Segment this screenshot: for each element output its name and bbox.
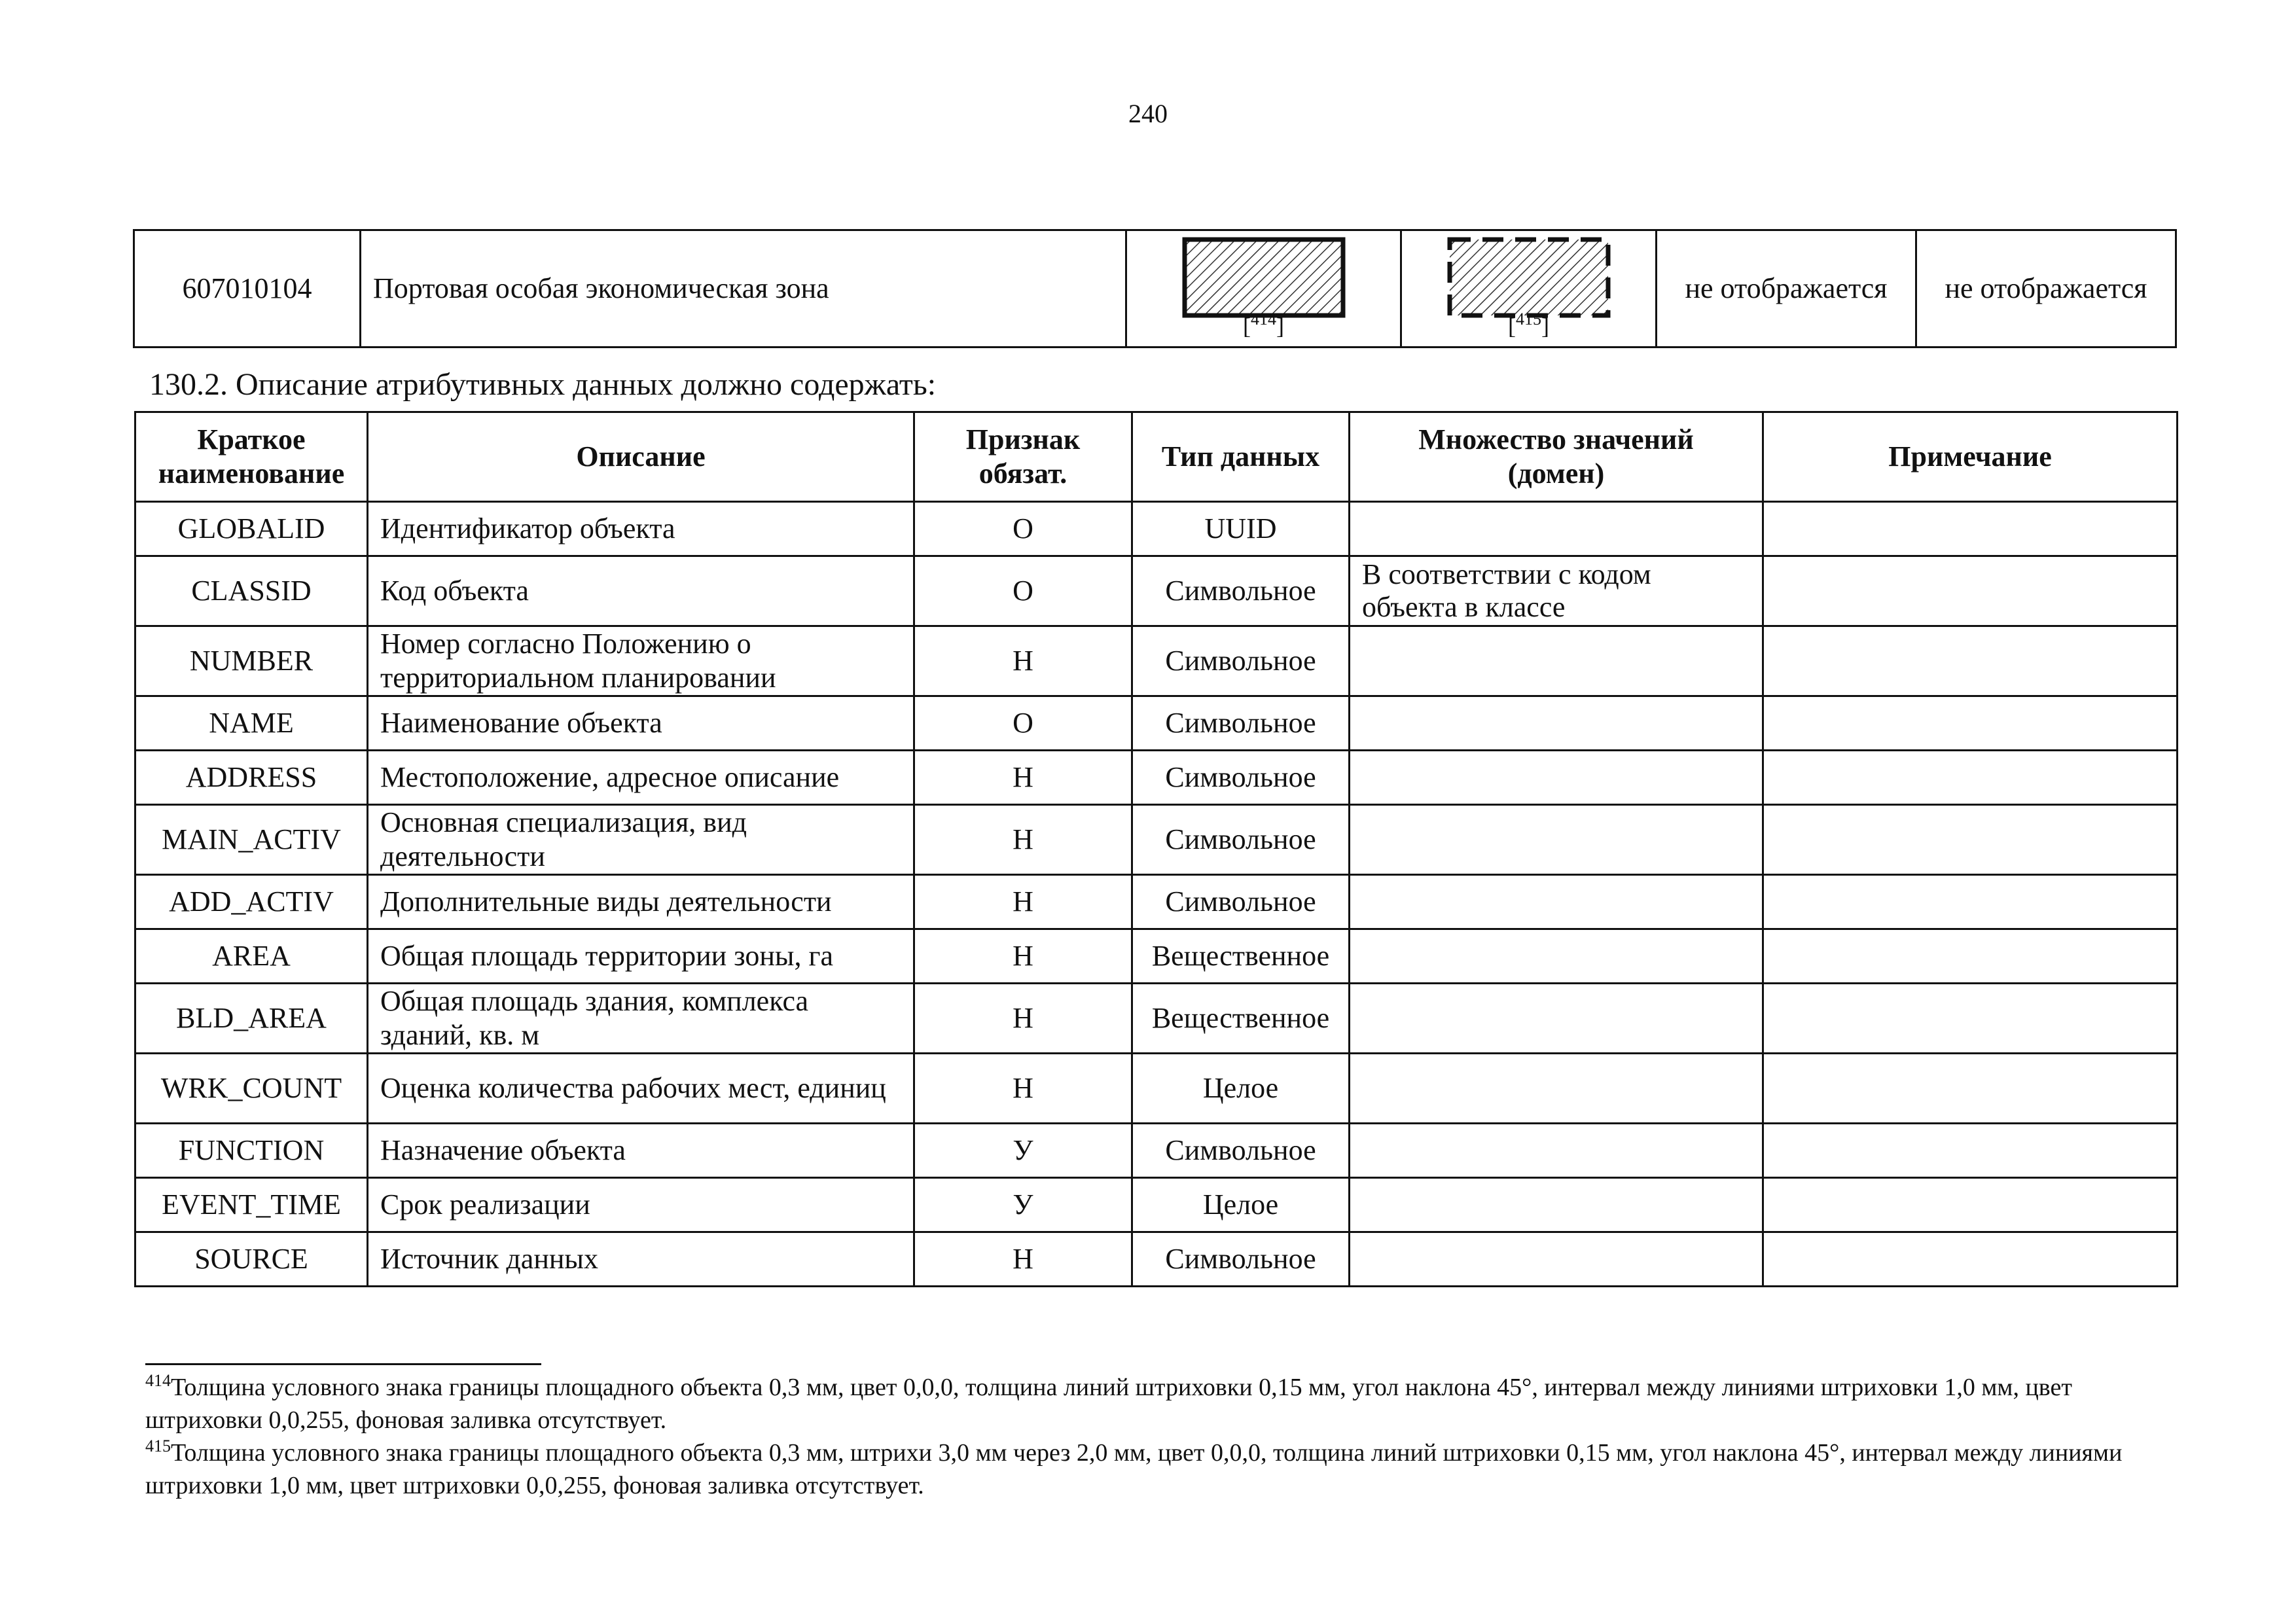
cell-mandatory: Н: [914, 1054, 1132, 1124]
cell-data-type: Символьное: [1132, 1124, 1350, 1178]
header-mandatory: Признак обязат.: [914, 412, 1132, 502]
table-row: [135, 696, 2178, 751]
cell-note: [1763, 805, 2178, 875]
cell-description: Назначение объекта: [368, 1124, 914, 1178]
cell-note: [1763, 556, 2178, 626]
object-name: Портовая особая экономическая зона: [361, 230, 1126, 348]
display-status-1: не отображается: [1657, 230, 1916, 348]
cell-mandatory: О: [914, 696, 1132, 751]
footnotes: [145, 1371, 2155, 1502]
cell-domain: [1350, 696, 1763, 751]
cell-description: Источник данных: [368, 1232, 914, 1287]
cell-short-name: EVENT_TIME: [135, 1178, 368, 1232]
cell-short-name: ADDRESS: [135, 751, 368, 805]
cell-mandatory: Н: [914, 805, 1132, 875]
cell-note: [1763, 1232, 2178, 1287]
cell-data-type: Символьное: [1132, 1232, 1350, 1287]
cell-note: [1763, 1178, 2178, 1232]
cell-short-name: ADD_ACTIV: [135, 875, 368, 929]
cell-data-type: Символьное: [1132, 556, 1350, 626]
table-row: [135, 1124, 2178, 1178]
cell-short-name: MAIN_ACTIV: [135, 805, 368, 875]
cell-description: Общая площадь здания, комплекса зданий, кв. м: [368, 984, 914, 1054]
cell-mandatory: Н: [914, 626, 1132, 696]
cell-note: [1763, 626, 2178, 696]
cell-domain: [1350, 751, 1763, 805]
cell-mandatory: У: [914, 1124, 1132, 1178]
cell-description: Общая площадь территории зоны, га: [368, 929, 914, 984]
cell-mandatory: У: [914, 1178, 1132, 1232]
cell-data-type: Символьное: [1132, 696, 1350, 751]
table-row: [135, 875, 2178, 929]
cell-note: [1763, 984, 2178, 1054]
footnote-separator: [145, 1363, 541, 1365]
cell-description: Местоположение, адресное описание: [368, 751, 914, 805]
symbol-solid-cell: [1126, 230, 1401, 348]
cell-note: [1763, 1054, 2178, 1124]
cell-short-name: SOURCE: [135, 1232, 368, 1287]
cell-description: Оценка количества рабочих мест, единиц: [368, 1054, 914, 1124]
cell-data-type: Символьное: [1132, 805, 1350, 875]
cell-mandatory: О: [914, 502, 1132, 556]
header-note: Примечание: [1763, 412, 2178, 502]
cell-note: [1763, 751, 2178, 805]
table-row: [135, 751, 2178, 805]
cell-description: Наименование объекта: [368, 696, 914, 751]
cell-note: [1763, 929, 2178, 984]
table-row: [135, 1054, 2178, 1124]
cell-domain: [1350, 1124, 1763, 1178]
cell-domain: [1350, 502, 1763, 556]
header-short-name: Краткое наименование: [135, 412, 368, 502]
cell-note: [1763, 1124, 2178, 1178]
cell-data-type: Вещественное: [1132, 929, 1350, 984]
cell-short-name: NAME: [135, 696, 368, 751]
header-data-type: Тип данных: [1132, 412, 1350, 502]
cell-description: Идентификатор объекта: [368, 502, 914, 556]
cell-domain: [1350, 1178, 1763, 1232]
cell-mandatory: Н: [914, 875, 1132, 929]
footnote-415: $^{415}$Толщина условного знака границы площадного объекта 0,3 мм, штрихи 3,0 мм через 2,0 мм, цвет 0,0,0, толщина линий штриховки 0,15 мм, угол наклона 45°, интервал между линиями штриховки 1,0 мм, цвет штриховки 0,0,255, фоновая заливка отсутствует.: [145, 1436, 2123, 1499]
cell-mandatory: О: [914, 556, 1132, 626]
table-row: [135, 626, 2178, 696]
cell-domain: [1350, 984, 1763, 1054]
cell-description: Основная специализация, вид деятельности: [368, 805, 914, 875]
table-row: [135, 984, 2178, 1054]
hatched-area-solid-border-icon: [1182, 237, 1346, 319]
cell-domain: [1350, 875, 1763, 929]
cell-data-type: Символьное: [1132, 751, 1350, 805]
cell-domain: [1350, 1054, 1763, 1124]
cell-data-type: Вещественное: [1132, 984, 1350, 1054]
cell-data-type: Целое: [1132, 1054, 1350, 1124]
header-domain: Множество значений (домен): [1350, 412, 1763, 502]
cell-description: Номер согласно Положению о территориальном планировании: [368, 626, 914, 696]
cell-domain: [1350, 1232, 1763, 1287]
table-row: [135, 929, 2178, 984]
cell-mandatory: Н: [914, 751, 1132, 805]
table-row: [135, 556, 2178, 626]
symbol-row-table: [133, 229, 2177, 348]
section-heading: 130.2. Описание атрибутивных данных должно содержать:: [149, 367, 937, 402]
cell-short-name: BLD_AREA: [135, 984, 368, 1054]
cell-description: Дополнительные виды деятельности: [368, 875, 914, 929]
attribute-table: [134, 411, 2178, 1287]
table-row: [135, 805, 2178, 875]
cell-data-type: Символьное: [1132, 626, 1350, 696]
cell-note: [1763, 696, 2178, 751]
cell-domain: [1350, 805, 1763, 875]
cell-data-type: Символьное: [1132, 875, 1350, 929]
cell-data-type: Целое: [1132, 1178, 1350, 1232]
cell-domain: В соответствии с кодом объекта в классе: [1350, 556, 1763, 626]
cell-mandatory: Н: [914, 929, 1132, 984]
cell-note: [1763, 502, 2178, 556]
symbol-footnote-ref-415: [$^{415}$]: [1508, 310, 1549, 339]
symbol-footnote-ref-414: [$^{414}$]: [1243, 310, 1284, 339]
hatched-area-dashed-border-icon: [1447, 237, 1611, 319]
cell-description: Срок реализации: [368, 1178, 914, 1232]
cell-short-name: FUNCTION: [135, 1124, 368, 1178]
symbol-row: [134, 230, 2176, 348]
cell-data-type: UUID: [1132, 502, 1350, 556]
footnote-414: $^{414}$Толщина условного знака границы площадного объекта 0,3 мм, цвет 0,0,0, толщина линий штриховки 0,15 мм, угол наклона 45°, интервал между линиями штриховки 1,0 мм, цвет штриховки 0,0,255, фоновая заливка отсутствует.: [145, 1371, 2072, 1434]
cell-short-name: AREA: [135, 929, 368, 984]
cell-short-name: GLOBALID: [135, 502, 368, 556]
table-row: [135, 1232, 2178, 1287]
cell-mandatory: Н: [914, 984, 1132, 1054]
attribute-table-header: [135, 412, 2178, 502]
cell-short-name: WRK_COUNT: [135, 1054, 368, 1124]
header-description: Описание: [368, 412, 914, 502]
cell-domain: [1350, 929, 1763, 984]
display-status-2: не отображается: [1916, 230, 2176, 348]
table-row: [135, 502, 2178, 556]
cell-description: Код объекта: [368, 556, 914, 626]
table-row: [135, 1178, 2178, 1232]
symbol-dashed-cell: [1401, 230, 1657, 348]
cell-domain: [1350, 626, 1763, 696]
cell-note: [1763, 875, 2178, 929]
page-number: 240: [1128, 99, 1168, 128]
cell-short-name: NUMBER: [135, 626, 368, 696]
cell-short-name: CLASSID: [135, 556, 368, 626]
cell-mandatory: Н: [914, 1232, 1132, 1287]
object-code: 607010104: [134, 230, 361, 348]
